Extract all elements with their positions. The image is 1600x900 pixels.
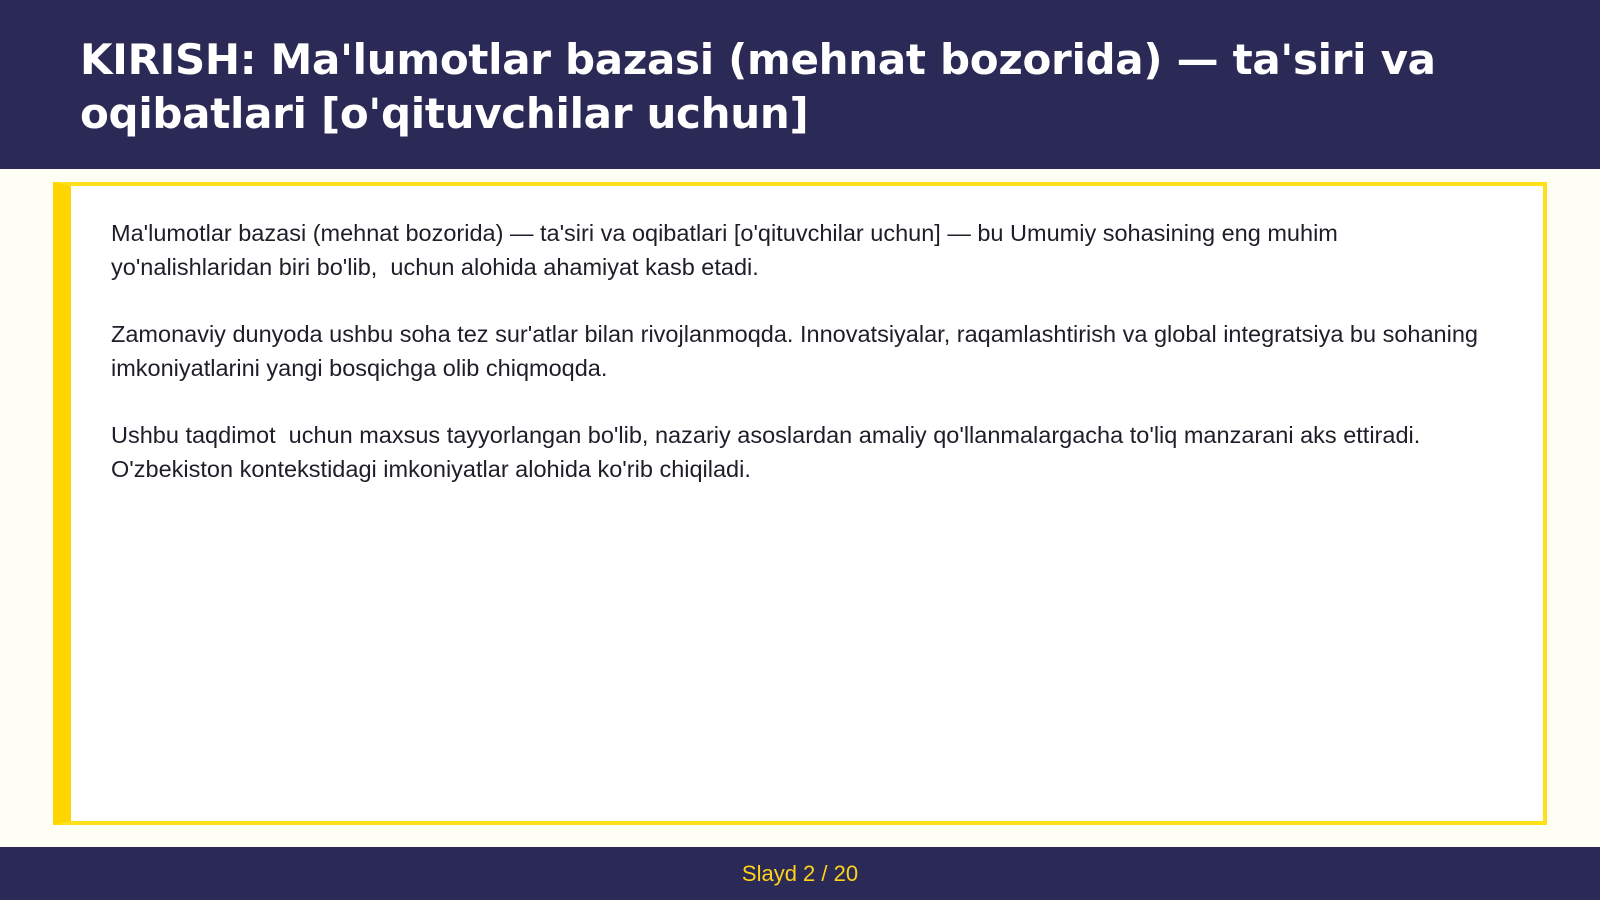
content-card: [53, 182, 1547, 825]
slide-footer: [0, 847, 1600, 900]
intro-paragraph-2: Zamonaviy dunyoda ushbu soha tez sur'atlar bilan rivojlanmoqda. Innovatsiyalar, raqamlashtirish va global integratsiya bu sohaning imkoniyatlarini yangi bosqichga olib chiqmoqda.: [111, 321, 1485, 381]
intro-paragraph-1: Ma'lumotlar bazasi (mehnat bozorida) — ta'siri va oqibatlari [o'qituvchilar uchun] — bu Umumiy sohasining eng muhim yo'nalishlaridan biri bo'lib, uchun alohida ahamiyat kasb etadi.: [111, 220, 1345, 280]
intro-paragraph-3: Ushbu taqdimot uchun maxsus tayyorlangan bo'lib, nazariy asoslardan amaliy qo'llanmalargacha to'liq manzarani aks ettiradi. O'zbekiston kontekstidagi imkoniyatlar alohida ko'rib chiqiladi.: [111, 422, 1427, 482]
slide-title: KIRISH: Ma'lumotlar bazasi (mehnat bozorida) — ta'siri va oqibatlari [o'qituvchilar uchun]: [80, 35, 1436, 138]
slide-number-indicator: Slayd 2 / 20: [741, 861, 859, 886]
slide-header: [0, 0, 1600, 169]
